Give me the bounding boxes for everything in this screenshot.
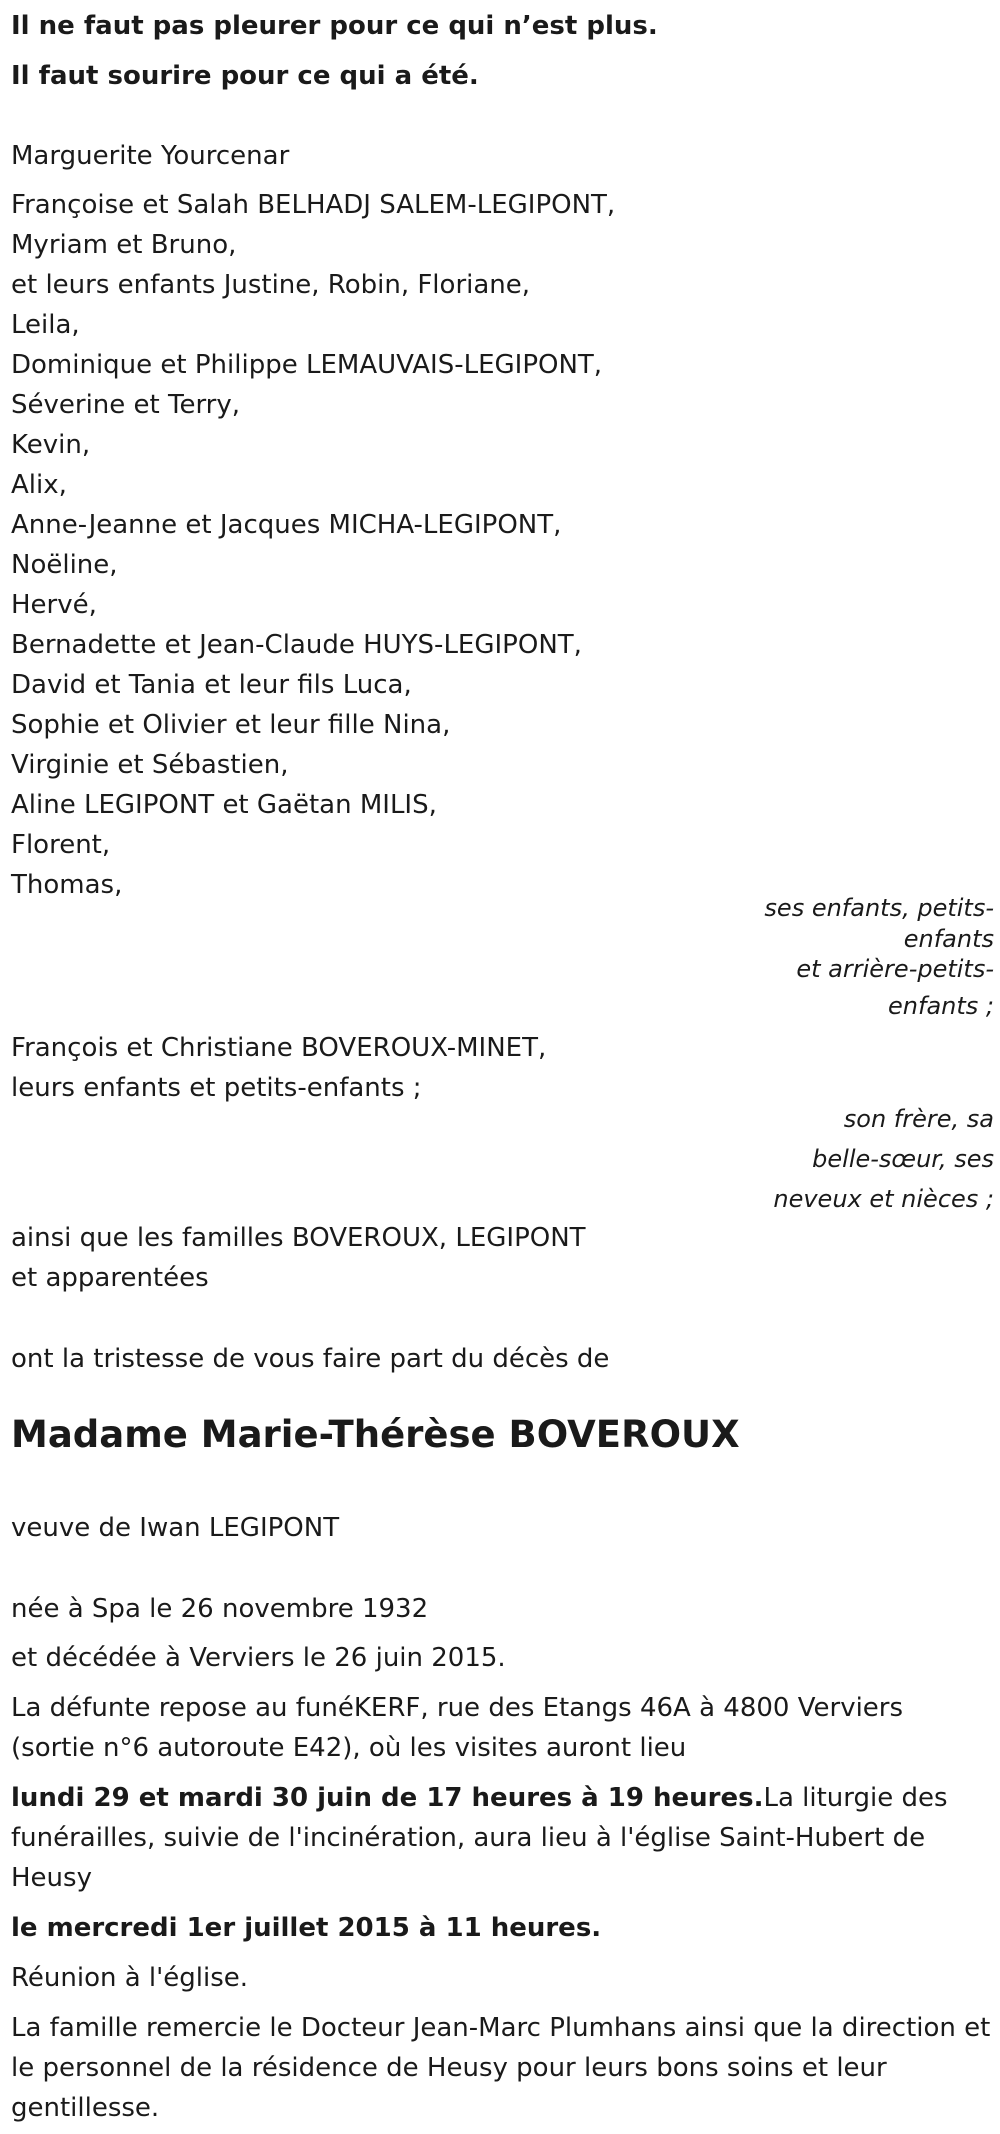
- brother-label-line-2: belle-sœur, ses: [812, 1145, 994, 1173]
- children-label-line-2: enfants: [903, 925, 994, 953]
- list-item: Hervé,: [11, 590, 97, 620]
- families-block: [11, 1218, 586, 1298]
- rest-place-paragraph: La défunte repose au funéKERF, rue des Etangs 46A à 4800 Verviers (sortie n°6 autoroute E42), où les visites auront lieu: [11, 1693, 904, 1763]
- list-item: Virginie et Sébastien,: [11, 750, 289, 780]
- liturgy-text: La liturgie des funérailles, suivie de l'incinération, aura lieu à l'église Saint-Hubert de Heusy: [11, 1783, 948, 1893]
- list-item: Aline LEGIPONT et Gaëtan MILIS,: [11, 790, 437, 820]
- children-names-list: [11, 185, 615, 905]
- list-item: Anne-Jeanne et Jacques MICHA-LEGIPONT,: [11, 510, 562, 540]
- list-item: David et Tania et leur fils Luca,: [11, 670, 412, 700]
- list-item: Florent,: [11, 830, 111, 860]
- reunion-info: Réunion à l'église.: [11, 1963, 249, 1993]
- quote-line-1: Il ne faut pas pleurer pour ce qui n’est plus.: [11, 11, 658, 41]
- list-item: Sophie et Olivier et leur fille Nina,: [11, 710, 451, 740]
- list-item: Dominique et Philippe LEMAUVAIS-LEGIPONT,: [11, 350, 603, 380]
- visit-times: lundi 29 et mardi 30 juin de 17 heures à 19 heures.: [11, 1783, 764, 1813]
- children-label-line-3: et arrière-petits-: [796, 955, 994, 983]
- brother-line-2: leurs enfants et petits-enfants ;: [11, 1073, 422, 1103]
- children-label-line-1: ses enfants, petits-: [764, 894, 994, 922]
- quote-line-2: Il faut sourire pour ce qui a été.: [11, 61, 479, 91]
- quote-author: Marguerite Yourcenar: [11, 141, 290, 171]
- list-item: Thomas,: [11, 870, 123, 900]
- list-item: Noëline,: [11, 550, 118, 580]
- thanks-paragraph: La famille remercie le Docteur Jean-Marc Plumhans ainsi que la direction et le personnel de la résidence de Heusy pour leurs bons soins et leur gentillesse.: [11, 2013, 991, 2123]
- list-item: Bernadette et Jean-Claude HUYS-LEGIPONT,: [11, 630, 582, 660]
- brother-label-line-3: neveux et nièces ;: [773, 1185, 994, 1213]
- list-item: Françoise et Salah BELHADJ SALEM-LEGIPONT,: [11, 190, 616, 220]
- list-item: Leila,: [11, 310, 80, 340]
- list-item: Alix,: [11, 470, 67, 500]
- widow-of: veuve de Iwan LEGIPONT: [11, 1513, 340, 1543]
- list-item: Kevin,: [11, 430, 91, 460]
- list-item: et leurs enfants Justine, Robin, Floriane,: [11, 270, 531, 300]
- death-info: et décédée à Verviers le 26 juin 2015.: [11, 1643, 506, 1673]
- brother-relation-label: [674, 1099, 994, 1219]
- brother-label-line-1: son frère, sa: [843, 1105, 994, 1133]
- announcement-intro: ont la tristesse de vous faire part du décès de: [11, 1344, 610, 1374]
- deceased-name: Madame Marie-Thérèse BOVEROUX: [11, 1413, 740, 1456]
- brother-block: [11, 1028, 546, 1108]
- families-line-2: et apparentées: [11, 1263, 209, 1293]
- funeral-date: le mercredi 1er juillet 2015 à 11 heures.: [11, 1913, 602, 1943]
- brother-line-1: François et Christiane BOVEROUX-MINET,: [11, 1033, 547, 1063]
- children-relation-label: [674, 890, 994, 1026]
- families-line-1: ainsi que les familles BOVEROUX, LEGIPONT: [11, 1223, 586, 1253]
- list-item: Séverine et Terry,: [11, 390, 241, 420]
- birth-info: née à Spa le 26 novembre 1932: [11, 1594, 429, 1624]
- children-label-line-4: enfants ;: [888, 992, 994, 1020]
- list-item: Myriam et Bruno,: [11, 230, 237, 260]
- visit-liturgy-paragraph: [11, 1778, 991, 1898]
